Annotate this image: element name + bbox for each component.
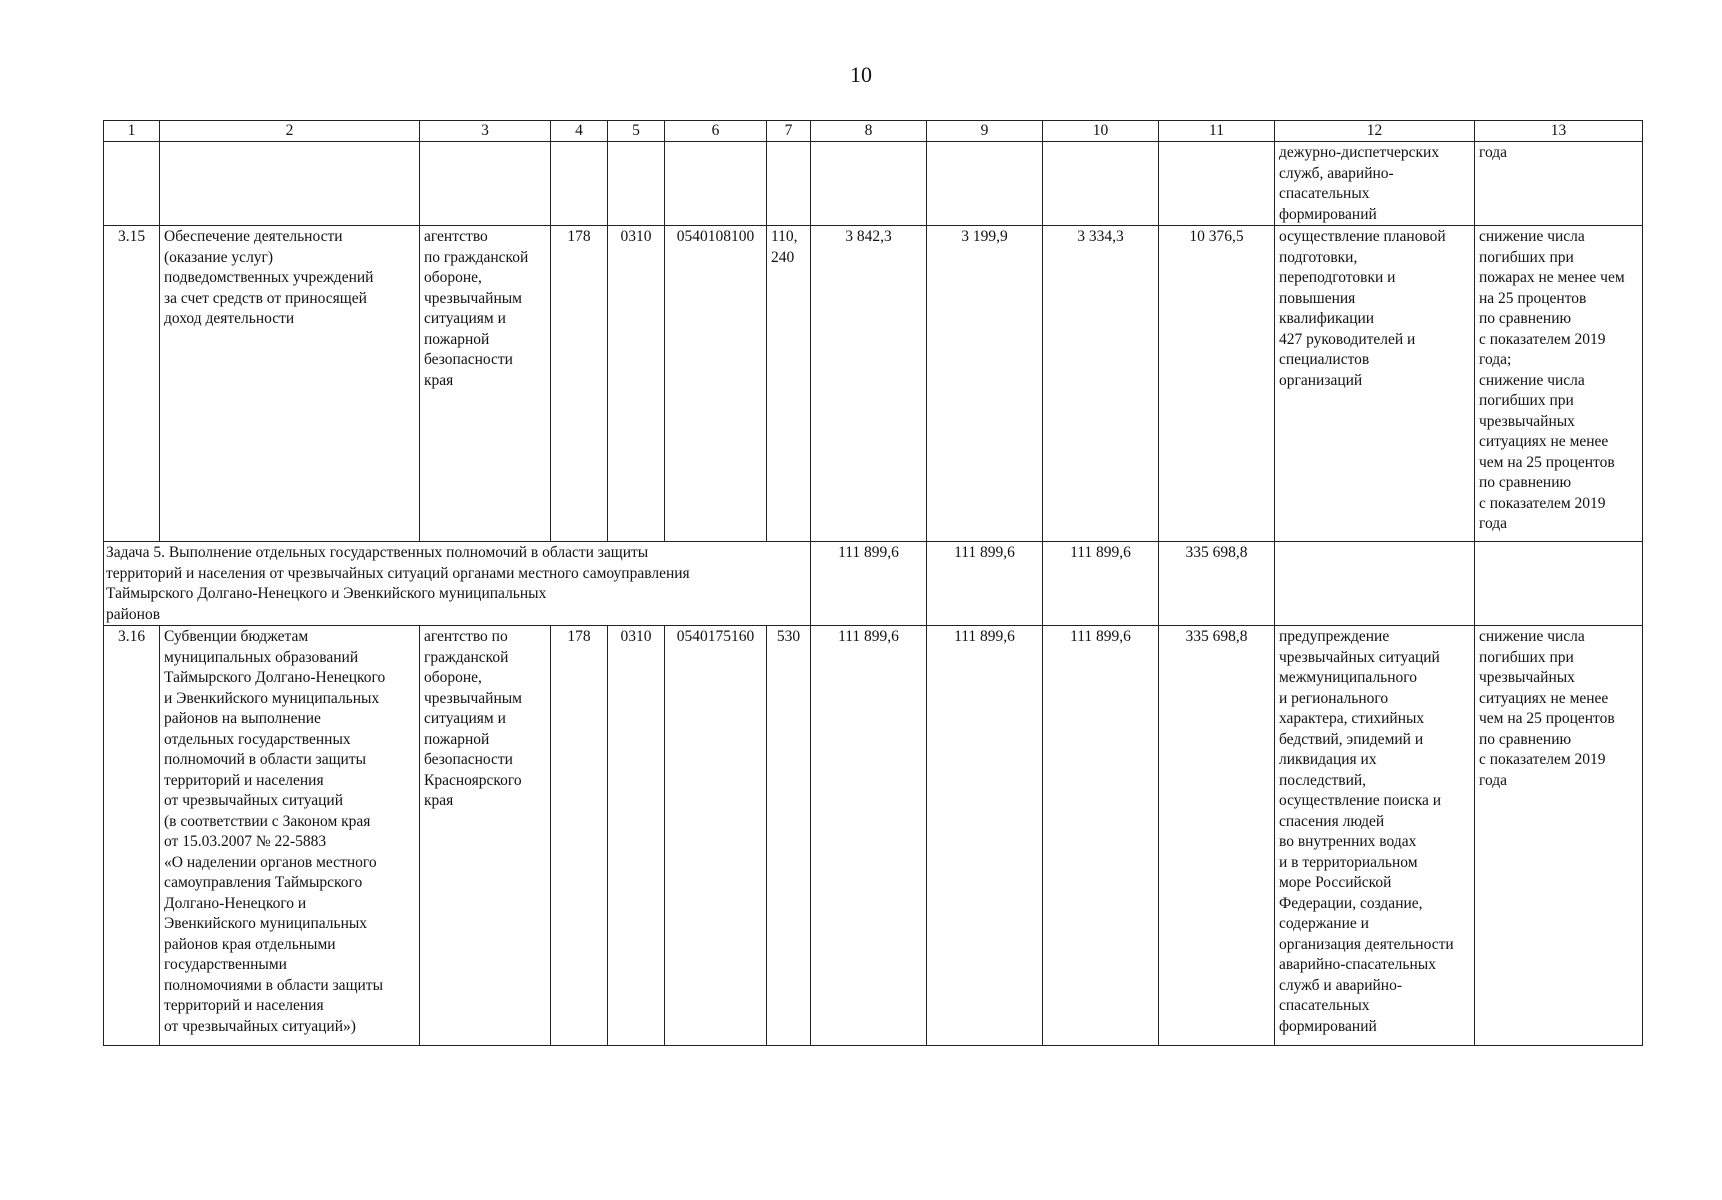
indicator-cell: года bbox=[1475, 142, 1643, 226]
task-title: Задача 5. Выполнение отдельных государственных полномочий в области защиты территорий и населения от чрезвычайных ситуаций органами местного самоуправления Таймырского Долгано-Ненецкого и Эвенкийского муниципальных районов bbox=[104, 542, 811, 626]
code-cell: 178 bbox=[551, 226, 608, 542]
code-cell: 110, 240 bbox=[767, 226, 811, 542]
header-cell: 10 bbox=[1043, 121, 1159, 142]
amount-cell: 111 899,6 bbox=[1043, 542, 1159, 626]
header-cell: 6 bbox=[665, 121, 767, 142]
result-cell: дежурно-диспетчерских служб, аварийно- спасательных формирований bbox=[1275, 142, 1475, 226]
result-cell: осуществление плановой подготовки, переподготовки и повышения квалификации 427 руководителей и специалистов организаций bbox=[1275, 226, 1475, 542]
task-5-row bbox=[104, 542, 1643, 626]
header-cell: 3 bbox=[420, 121, 551, 142]
header-row bbox=[104, 121, 1643, 142]
table-row-3-15 bbox=[104, 226, 1643, 542]
code-cell: 0540175160 bbox=[665, 626, 767, 1046]
agency-cell: агентство по гражданской обороне, чрезвычайным ситуациям и пожарной безопасности Красноярского края bbox=[420, 626, 551, 1046]
code-cell: 0310 bbox=[608, 626, 665, 1046]
amount-cell: 111 899,6 bbox=[927, 542, 1043, 626]
amount-cell: 3 842,3 bbox=[811, 226, 927, 542]
header-cell: 1 bbox=[104, 121, 160, 142]
amount-cell: 3 334,3 bbox=[1043, 226, 1159, 542]
header-cell: 13 bbox=[1475, 121, 1643, 142]
header-cell: 2 bbox=[160, 121, 420, 142]
amount-cell: 111 899,6 bbox=[1043, 626, 1159, 1046]
amount-cell: 10 376,5 bbox=[1159, 226, 1275, 542]
activity-name: Обеспечение деятельности (оказание услуг) подведомственных учреждений за счет средств от приносящей доход деятельности bbox=[160, 226, 420, 542]
continuation-row bbox=[104, 142, 1643, 226]
code-cell: 530 bbox=[767, 626, 811, 1046]
result-cell: предупреждение чрезвычайных ситуаций межмуниципального и регионального характера, стихийных бедствий, эпидемий и ликвидация их последствий, осуществление поиска и спасения людей во внутренних водах и в территориальном море Российской Федерации, создание, содержание и организация деятельности аварийно-спасательных служб и аварийно- спасательных формирований bbox=[1275, 626, 1475, 1046]
program-table bbox=[103, 120, 1643, 1046]
page-number: 10 bbox=[850, 62, 872, 87]
code-cell: 178 bbox=[551, 626, 608, 1046]
amount-cell: 335 698,8 bbox=[1159, 626, 1275, 1046]
header-cell: 5 bbox=[608, 121, 665, 142]
header-cell: 8 bbox=[811, 121, 927, 142]
header-cell: 4 bbox=[551, 121, 608, 142]
header-cell: 9 bbox=[927, 121, 1043, 142]
code-cell: 0540108100 bbox=[665, 226, 767, 542]
amount-cell: 3 199,9 bbox=[927, 226, 1043, 542]
activity-name: Субвенции бюджетам муниципальных образований Таймырского Долгано-Ненецкого и Эвенкийского муниципальных районов на выполнение отдельных государственных полномочий в области защиты территорий и населения от чрезвычайных ситуаций (в соответствии с Законом края от 15.03.2007 № 22-5883 «О наделении органов местного самоуправления Таймырского Долгано-Ненецкого и Эвенкийского муниципальных районов края отдельными государственными полномочиями в области защиты территорий и населения от чрезвычайных ситуаций») bbox=[160, 626, 420, 1046]
row-number: 3.15 bbox=[104, 226, 160, 542]
row-number: 3.16 bbox=[104, 626, 160, 1046]
header-cell: 7 bbox=[767, 121, 811, 142]
header-cell: 11 bbox=[1159, 121, 1275, 142]
amount-cell: 111 899,6 bbox=[811, 626, 927, 1046]
agency-cell: агентство по гражданской обороне, чрезвычайным ситуациям и пожарной безопасности края bbox=[420, 226, 551, 542]
header-cell: 12 bbox=[1275, 121, 1475, 142]
amount-cell: 111 899,6 bbox=[927, 626, 1043, 1046]
code-cell: 0310 bbox=[608, 226, 665, 542]
amount-cell: 111 899,6 bbox=[811, 542, 927, 626]
amount-cell: 335 698,8 bbox=[1159, 542, 1275, 626]
indicator-cell: снижение числа погибших при чрезвычайных ситуациях не менее чем на 25 процентов по сравнению с показателем 2019 года bbox=[1475, 626, 1643, 1046]
indicator-cell: снижение числа погибших при пожарах не менее чем на 25 процентов по сравнению с показателем 2019 года; снижение числа погибших при чрезвычайных ситуациях не менее чем на 25 процентов по сравнению с показателем 2019 года bbox=[1475, 226, 1643, 542]
table-row-3-16 bbox=[104, 626, 1643, 1046]
